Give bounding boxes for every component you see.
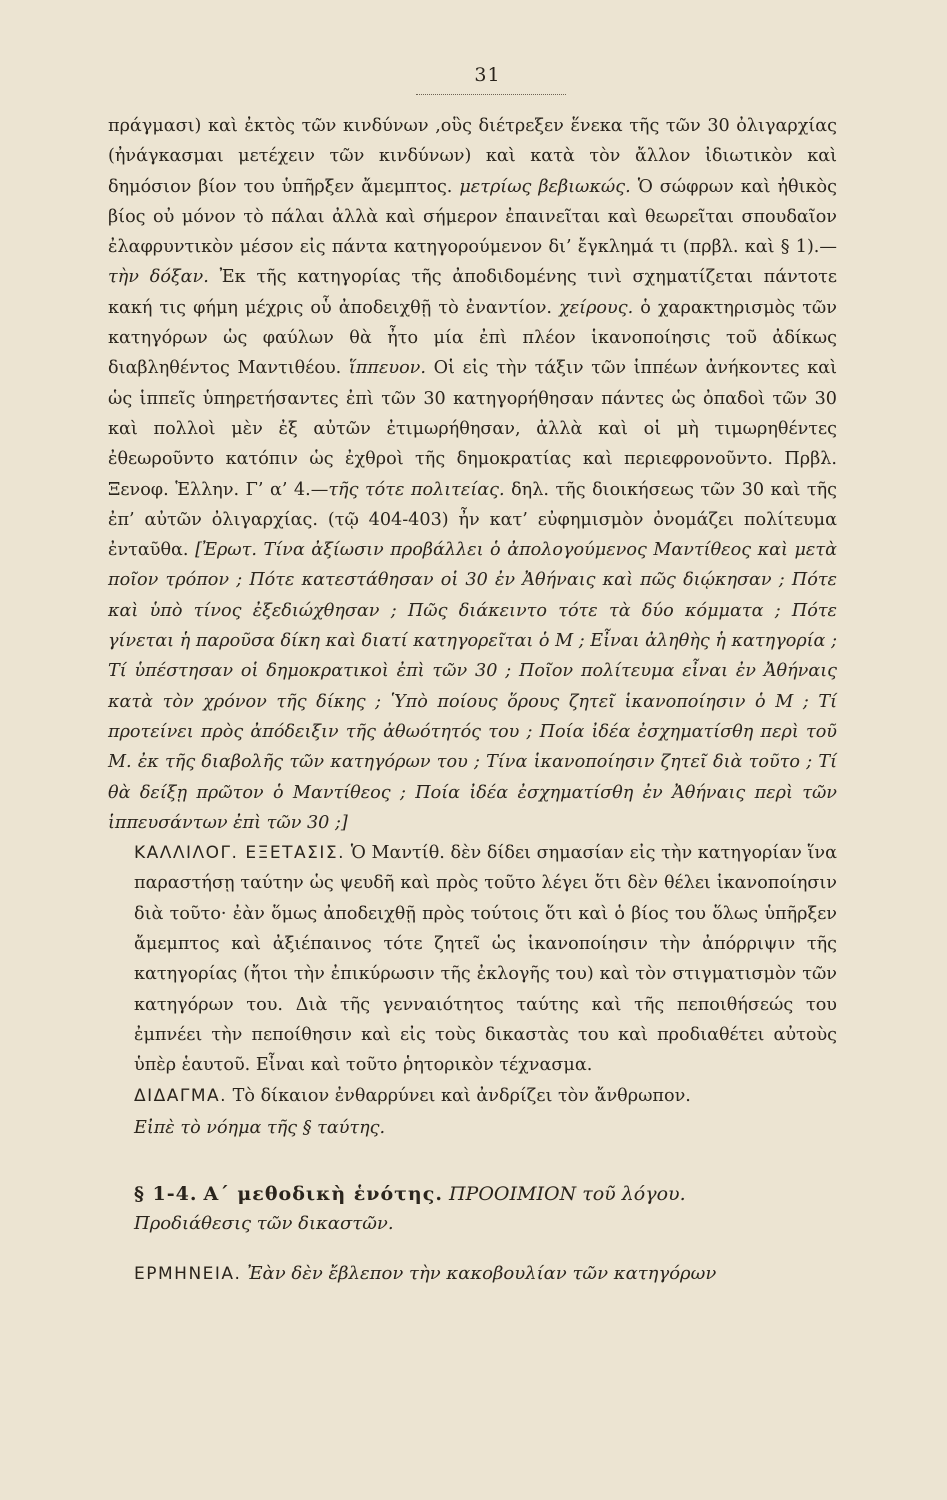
hermeneia-heading: ΕΡΜΗΝΕΙΑ.	[134, 1264, 242, 1285]
lemma-hippeuon: ἵππευον.	[348, 358, 426, 379]
section-unit: Α΄ μεθοδικὴ ἑνότης.	[203, 1183, 443, 1206]
commentary-text-6: δηλ. τῆς διοικήσεως τῶν 30 καὶ τῆς ἐπ’ αὐτῶν ὀλιγαρχίας. (τῷ 404-403) ἦν κατ’ εὐφημισμὸν ὀνομάζει πολίτευμα ἐνταῦθα.	[108, 479, 838, 561]
lemma-cheirous: χείρους.	[559, 297, 634, 318]
didagma-text: Τὸ δίκαιον ἐνθαρρύνει καὶ ἀνδρίζει τὸν ἄνθρωπον.	[227, 1085, 691, 1106]
page-number: 31	[474, 64, 501, 86]
kallilog-heading: ΚΑΛΛΙΛΟΓ. ΕΞΕΤΑΣΙΣ.	[134, 843, 346, 864]
section-number: § 1-4.	[134, 1183, 198, 1206]
kallilog-text: Ὁ Μαντίθ. δὲν δίδει σημασίαν εἰς τὴν κατηγορίαν ἵνα παραστήσῃ ταύτην ὡς ψευδῆ καὶ πρὸς τοῦτο λέγει ὅτι δὲν θέλει ἱκανοποίησιν διὰ τοῦτο· ἐὰν ὅμως ἀποδειχθῇ πρὸς τούτοις ὅτι καὶ ὁ βίος του ὅλως ὑπῆρξεν ἄμεμπτος καὶ ἀξιέπαινος τότε ζητεῖ ὡς ἱκανοποίησιν τὴν ἀπόρριψιν τῆς κατηγορίας (ἤτοι τὴν ἐπικύρωσιν τῆς ἐκλογῆς του) καὶ τὸν στιγματισμὸν τῶν κατηγόρων του. Διὰ τῆς γενναιότητος ταύτης καὶ τῆς πεποιθήσεώς του ἐμπνέει τὴν πεποίθησιν καὶ εἰς τοὺς δικαστὰς του καὶ προδιαθέτει αὐτοὺς ὑπὲρ ἑαυτοῦ. Εἶναι καὶ τοῦτο ῥητορικὸν τέχνασμα.	[134, 843, 837, 1076]
hermeneia-text: Ἐὰν δὲν ἔβλεπον τὴν κακοβουλίαν τῶν κατηγόρων	[247, 1263, 717, 1285]
commentary-text-5: Οἱ εἰς τὴν τάξιν τῶν ἱππέων ἀνήκοντες καὶ ὡς ἱππεῖς ὑπηρετήσαντες ἐπὶ τῶν 30 κατηγορήθησαν πάντες ὡς ὀπαδοὶ τῶν 30 καὶ πολλοὶ μὲν ἐξ αὐτῶν ἐτιμωρήθησαν, ἀλλὰ καὶ οἱ μὴ τιμωρηθέντες ἐθεωροῦντο κατόπιν ὡς ἐχθροὶ τῆς δημοκρατίας καὶ περιεφρονοῦντο. Πρβλ. Ξενοφ. Ἑλλην. Γ’ α’ 4.—	[108, 358, 837, 500]
lemma-metrios: μετρίως βεβιωκώς.	[459, 176, 631, 197]
didagma-heading: ΔΙΔΑΓΜΑ.	[134, 1085, 228, 1106]
commentary-text-2: Ὁ σώφρων καὶ ἠθικὸς βίος οὐ μόνον τὸ πάλαι ἀλλὰ καὶ σήμερον ἐπαινεῖται καὶ θεωρεῖται σπουδαῖον ἐλαφρυντικὸν μέσον εἰς πάντα κατηγορούμενον δι’ ἔγκλημά τι (πρβλ. καὶ § 1).—	[108, 176, 837, 258]
lemma-politeias: τῆς τότε πολιτείας.	[328, 479, 505, 500]
think-prompt: Εἰπὲ τὸ νόημα τῆς § ταύτης.	[134, 1117, 386, 1138]
commentary-paragraph	[108, 111, 837, 838]
section-subtitle: Προδιάθεσις τῶν δικαστῶν.	[134, 1213, 394, 1235]
lemma-doxan: τὴν δόξαν.	[108, 267, 209, 288]
header-rule	[416, 94, 566, 95]
hermeneia-paragraph	[108, 1259, 837, 1289]
questions-block: [Ἐρωτ. Τίνα ἀξίωσιν προβάλλει ὁ ἀπολογούμενος Μαντίθεος καὶ μετὰ ποῖον τρόπον ; Πότε κατεστάθησαν οἱ 30 ἐν Ἀθήναις καὶ πῶς διῴκησαν ; Πότε καὶ ὑπὸ τίνος ἐξεδιώχθησαν ; Πῶς διάκειντο τότε τὰ δύο κόμματα ; Πότε γίνεται ἡ παροῦσα δίκη καὶ διατί κατηγορεῖται ὁ Μ ; Εἶναι ἀληθὴς ἡ κατηγορία ; Τί ὑπέστησαν οἱ δημοκρατικοὶ ἐπὶ τῶν 30 ; Ποῖον πολίτευμα εἶναι ἐν Ἀθήναις κατὰ τὸν χρόνον τῆς δίκης ; Ὑπὸ ποίους ὅρους ζητεῖ ἱκανοποίησιν ὁ Μ ; Τί προτείνει πρὸς ἀπόδειξιν τῆς ἀθωότητός του ; Ποία ἰδέα ἐσχηματίσθη περὶ τοῦ Μ. ἐκ τῆς διαβολῆς τῶν κατηγόρων του ; Τίνα ἱκανοποίησιν ζητεῖ διὰ τοῦτο ; Τί θὰ δείξῃ πρῶτον ὁ Μαντίθεος ; Ποία ἰδέα ἐσχηματίσθη ἐν Ἀθήναις περὶ τῶν ἱππευσάντων ἐπὶ τῶν 30 ;]	[108, 540, 837, 833]
commentary-text-3: Ἐκ τῆς κατηγορίας τῆς ἀποδιδομένης τινὶ σχηματίζεται πάντοτε κακή τις φήμη μέχρις οὗ ἀποδειχθῇ τὸ ἐναντίον.	[108, 267, 837, 318]
section-heading	[108, 1179, 837, 1239]
didagma-paragraph	[108, 1081, 837, 1111]
commentary-text-1: πράγμασι) καὶ ἐκτὸς τῶν κινδύνων ,οὓς διέτρεξεν ἕνεκα τῆς τῶν 30 ὀλιγαρχίας (ἠνάγκασμαι μετέχειν τῶν κινδύνων) καὶ κατὰ τὸν ἄλλον ἰδιωτικὸν καὶ δημόσιον βίον του ὑπῆρξεν ἄμεμπτος.	[108, 116, 837, 197]
section-title: ΠΡΟΟΙΜΙΟΝ τοῦ λόγου.	[448, 1183, 686, 1206]
commentary-text-4: ὁ χαρακτηρισμὸς τῶν κατηγόρων ὡς φαύλων θὰ ἦτο μία ἐπὶ πλέον ἱκανοποίησις τοῦ ἀδίκως διαβληθέντος Μαντιθέου.	[108, 297, 837, 379]
kallilog-paragraph	[108, 838, 837, 1080]
